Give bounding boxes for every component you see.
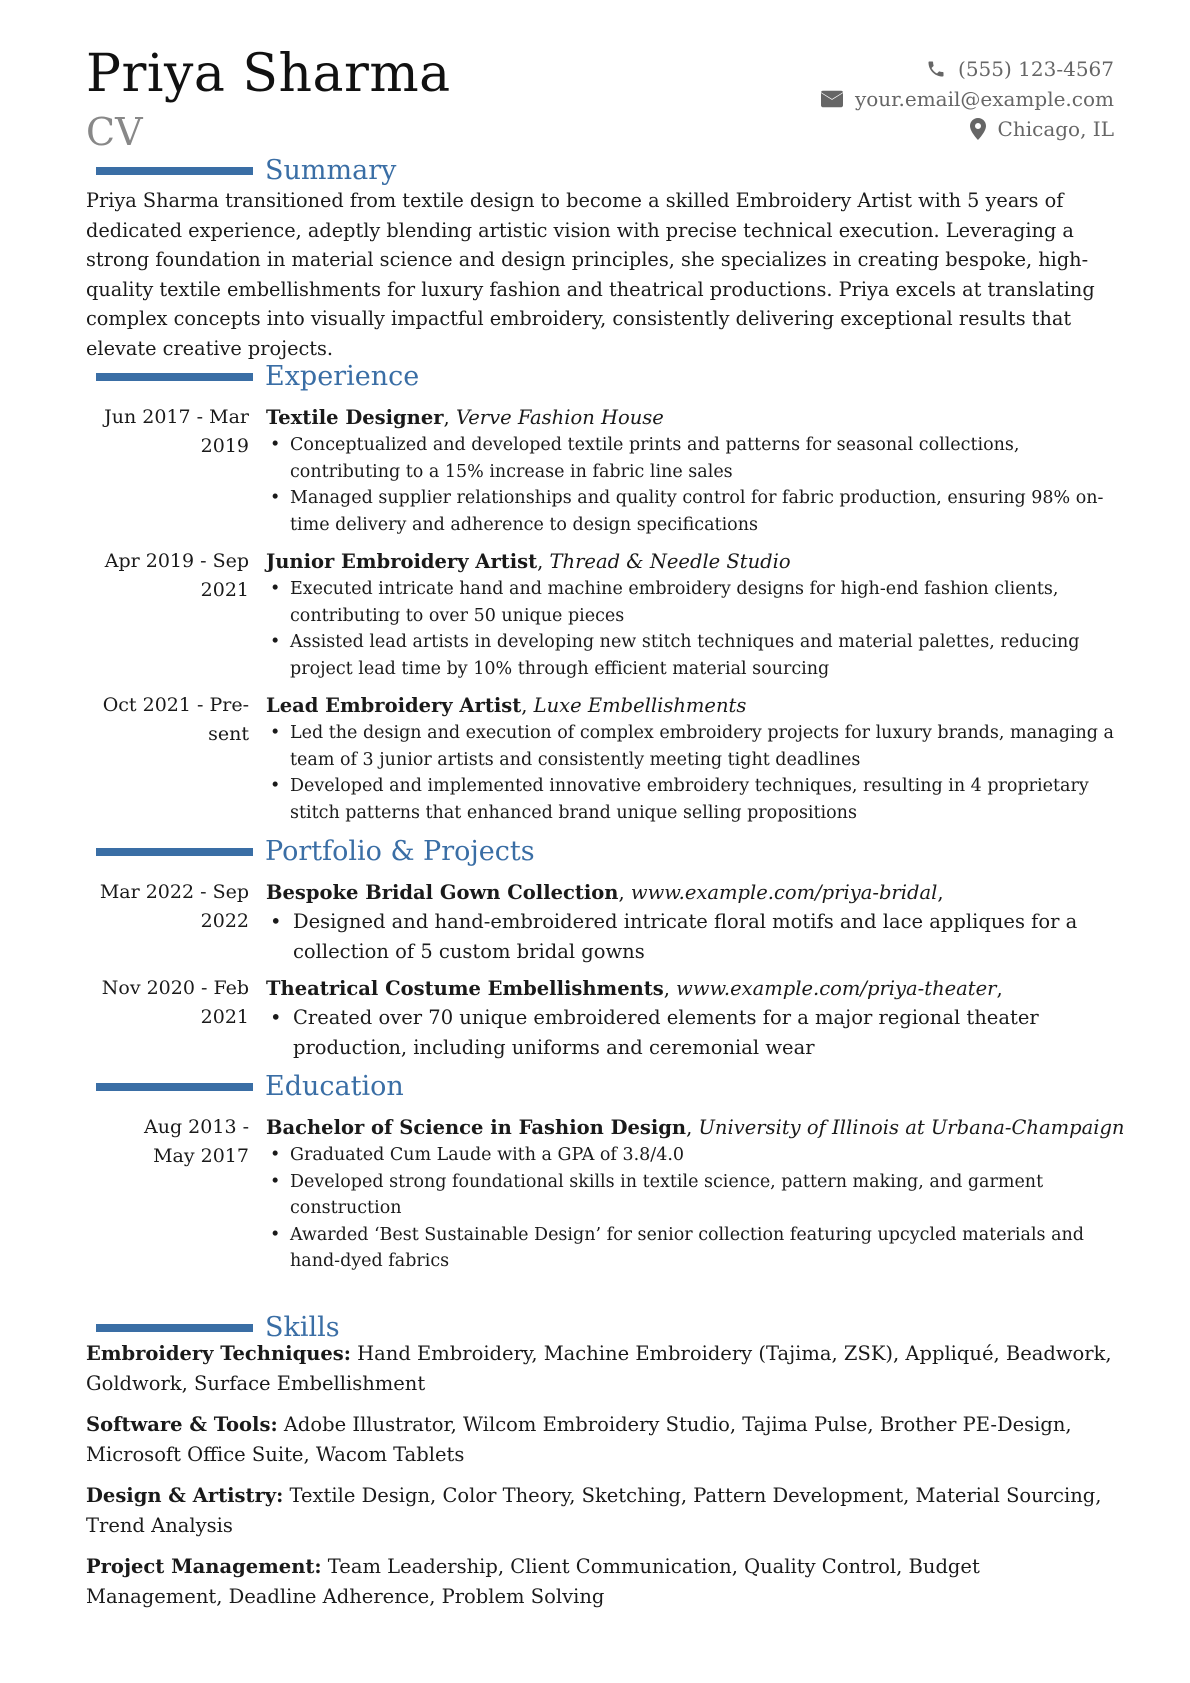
entry-date-line: 2021: [200, 1006, 249, 1028]
section-rule: [96, 1083, 253, 1091]
degree: Bachelor of Science in Fashion Design: [266, 1116, 687, 1139]
entry-date-line: Mar 2022 - Sep: [99, 881, 249, 903]
skill-row: [86, 1410, 1116, 1469]
skill-category: Design & Artistry:: [86, 1484, 284, 1507]
entry-body: [266, 547, 1126, 682]
entry-date-line: Oct 2021 - Pre-: [102, 694, 249, 716]
entry-bullets: [266, 1142, 1126, 1275]
section-experience-heading: [96, 360, 419, 394]
bullet-item: • Executed intricate hand and machine embroidery designs for high-end fashion clients, contributing to over 50 unique pieces: [266, 576, 1126, 629]
entry-date-line: 2022: [200, 910, 249, 932]
contact-location: [821, 114, 1114, 144]
entry-title: Textile Designer, Verve Fashion House: [266, 406, 664, 429]
entry-title: Bespoke Bridal Gown Collection, www.example.com/priya-bridal,: [266, 881, 944, 904]
map-pin-icon: [970, 118, 986, 140]
envelope-icon: [821, 90, 843, 108]
document-type: CV: [86, 110, 143, 154]
skill-category: Software & Tools:: [86, 1413, 278, 1436]
section-projects-heading: [96, 835, 535, 869]
entry-date: [86, 1113, 249, 1171]
section-education-heading: [96, 1070, 404, 1104]
entry-date-line: Aug 2013 -: [144, 1116, 249, 1138]
entry-date-line: Nov 2020 - Feb: [101, 977, 249, 999]
entry-body: [266, 1113, 1126, 1275]
contact-phone: [821, 54, 1114, 84]
skill-category: Project Management:: [86, 1555, 322, 1578]
entry-date-line: May 2017: [153, 1145, 249, 1167]
bullet-item: • Conceptualized and developed textile prints and patterns for seasonal collections, contributing to a 15% increase in fabric line sales: [266, 432, 1126, 485]
entry-title: Bachelor of Science in Fashion Design, University of Illinois at Urbana-Champaign: [266, 1116, 1125, 1139]
section-rule: [96, 373, 253, 381]
project-name: Bespoke Bridal Gown Collection: [266, 881, 619, 904]
entry-bullets: [266, 907, 1126, 966]
phone-icon: [926, 59, 946, 79]
entry-bullets: [266, 576, 1126, 682]
entry-date-line: sent: [208, 723, 249, 745]
candidate-name: Priya Sharma: [86, 44, 451, 104]
entry-date-line: 2021: [200, 579, 249, 601]
section-summary-heading: [96, 154, 396, 188]
email-link[interactable]: your.email@example.com: [854, 87, 1114, 111]
entry-body: [266, 403, 1126, 538]
entry-date-line: Apr 2019 - Sep: [104, 550, 249, 572]
entry-date: [86, 974, 249, 1032]
section-title: Experience: [265, 361, 420, 392]
job-role: Textile Designer: [266, 406, 444, 429]
entry-body: [266, 691, 1126, 826]
skill-values: Adobe Illustrator, Wilcom Embroidery Studio, Tajima Pulse, Brother PE-Design, Microsoft Office Suite, Wacom Tablets: [86, 1413, 1072, 1466]
project-name: Theatrical Costume Embellishments: [266, 977, 664, 1000]
entry-date: [86, 547, 249, 605]
entry-date: [86, 878, 249, 936]
section-title: Education: [265, 1071, 404, 1102]
entry-date-line: Jun 2017 - Mar: [104, 406, 249, 428]
skill-row: [86, 1481, 1116, 1540]
entry-bullets: [266, 1003, 1126, 1062]
section-rule: [96, 848, 253, 856]
employer: Thread & Needle Studio: [549, 550, 791, 573]
section-rule: [96, 167, 253, 175]
bullet-item: • Assisted lead artists in developing new stitch techniques and material palettes, reducing project lead time by 10% through efficient material sourcing: [266, 629, 1126, 682]
skill-category: Embroidery Techniques:: [86, 1342, 351, 1365]
bullet-item: • Created over 70 unique embroidered elements for a major regional theater production, including uniforms and ceremonial wear: [266, 1003, 1126, 1062]
bullet-item: • Awarded ‘Best Sustainable Design’ for senior collection featuring upcycled materials and hand-dyed fabrics: [266, 1222, 1126, 1275]
job-role: Lead Embroidery Artist: [266, 694, 522, 717]
section-rule: [96, 1324, 253, 1332]
bullet-item: • Developed strong foundational skills in textile science, pattern making, and garment construction: [266, 1169, 1126, 1222]
project-link[interactable]: www.example.com/priya-theater: [676, 977, 997, 1000]
entry-title: Junior Embroidery Artist, Thread & Needle Studio: [266, 550, 791, 573]
entry-bullets: [266, 432, 1126, 538]
bullet-item: • Graduated Cum Laude with a GPA of 3.8/4.0: [266, 1142, 1126, 1169]
skill-values: Team Leadership, Client Communication, Quality Control, Budget Management, Deadline Adherence, Problem Solving: [86, 1555, 980, 1608]
entry-body: [266, 974, 1126, 1062]
summary-text: Priya Sharma transitioned from textile design to become a skilled Embroidery Artist with 5 years of dedicated experience, adeptly blending artistic vision with precise technical execution. Leveraging a strong foundation in material science and design principles, she specializes in creating bespoke, high-quality textile embellishments for luxury fashion and theatrical productions. Priya excels at translating complex concepts into visually impactful embroidery, consistently delivering exceptional results that elevate creative projects.: [86, 189, 1095, 360]
contact-block: [821, 54, 1114, 144]
entry-date-line: 2019: [200, 435, 249, 457]
skill-row: [86, 1552, 1116, 1611]
skill-values: Hand Embroidery, Machine Embroidery (Tajima, ZSK), Appliqué, Beadwork, Goldwork, Surface Embellishment: [86, 1342, 1112, 1395]
entry-date: [86, 403, 249, 461]
location-text: Chicago, IL: [997, 117, 1114, 141]
bullet-item: • Developed and implemented innovative embroidery techniques, resulting in 4 proprietary stitch patterns that enhanced brand unique selling propositions: [266, 773, 1126, 826]
entry-title: Theatrical Costume Embellishments, www.example.com/priya-theater,: [266, 977, 1003, 1000]
school: University of Illinois at Urbana-Champaign: [698, 1116, 1125, 1139]
entry-date: [86, 691, 249, 749]
employer: Luxe Embellishments: [533, 694, 747, 717]
contact-email: [821, 84, 1114, 114]
bullet-item: • Designed and hand-embroidered intricate floral motifs and lace appliques for a collection of 5 custom bridal gowns: [266, 907, 1126, 966]
skills-list: [86, 1339, 1116, 1623]
section-title: Summary: [265, 155, 397, 186]
section-title: Portfolio & Projects: [265, 836, 535, 867]
entry-body: [266, 878, 1126, 966]
employer: Verve Fashion House: [455, 406, 664, 429]
phone-text[interactable]: (555) 123-4567: [958, 57, 1114, 81]
section-title: Skills: [265, 1312, 340, 1343]
entry-bullets: [266, 720, 1126, 826]
bullet-item: • Managed supplier relationships and quality control for fabric production, ensuring 98% on-time delivery and adherence to design specifications: [266, 485, 1126, 538]
skill-values: Textile Design, Color Theory, Sketching, Pattern Development, Material Sourcing, Trend Analysis: [86, 1484, 1102, 1537]
job-role: Junior Embroidery Artist: [266, 550, 538, 573]
skill-row: [86, 1339, 1116, 1398]
project-link[interactable]: www.example.com/priya-bridal: [630, 881, 938, 904]
entry-title: Lead Embroidery Artist, Luxe Embellishments: [266, 694, 747, 717]
bullet-item: • Led the design and execution of complex embroidery projects for luxury brands, managing a team of 3 junior artists and consistently meeting tight deadlines: [266, 720, 1126, 773]
